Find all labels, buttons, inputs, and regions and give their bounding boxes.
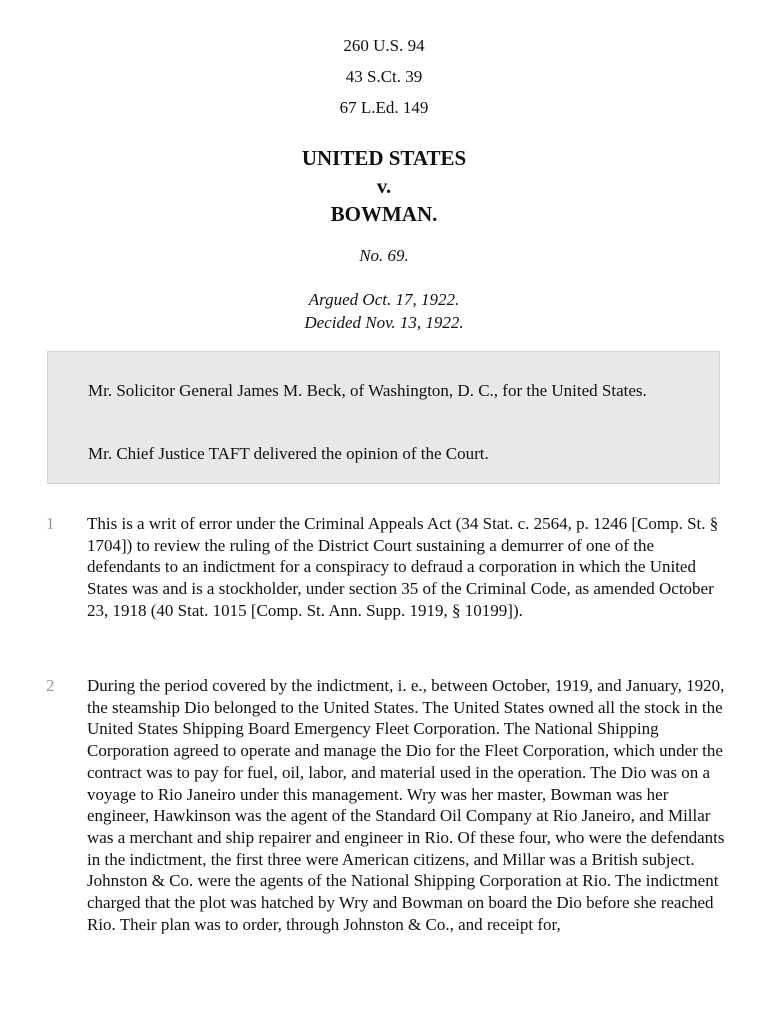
opinion-intro-text: Mr. Chief Justice TAFT delivered the opinion of the Court. xyxy=(88,444,489,463)
paragraph-number: 2 xyxy=(46,676,55,695)
paragraph-text: This is a writ of error under the Criminal Appeals Act (34 Stat. c. 2564, p. 1246 [Comp. St. § 1704]) to review the ruling of the District Court sustaining a demurrer of one of the defendants to an indictment for a conspiracy to defraud a corporation in which the United States was and is a stockholder, under section 35 of the Criminal Code, as amended October 23, 1918 (40 Stat. 1015 [Comp. St. Ann. Supp. 1919, § 10199]). xyxy=(87,514,719,620)
argued-date: Argued Oct. 17, 1922. xyxy=(308,290,460,309)
docket-number: No. 69. xyxy=(359,246,409,265)
citation-lawyers-edition: 67 L.Ed. 149 xyxy=(339,98,429,117)
paragraph-number: 1 xyxy=(46,514,55,533)
syllabus-box xyxy=(47,351,720,484)
citation-us-reports: 260 U.S. 94 xyxy=(343,36,425,55)
citation-supreme-court-reporter: 43 S.Ct. 39 xyxy=(345,67,423,86)
citations xyxy=(0,34,768,127)
case-versus: v. xyxy=(376,174,392,198)
case-plaintiff: UNITED STATES xyxy=(301,146,467,170)
decided-date: Decided Nov. 13, 1922. xyxy=(304,313,464,332)
paragraph-text: During the period covered by the indictment, i. e., between October, 1919, and January, 1920, the steamship Dio belonged to the United States. The United States owned all the stock in the United States Shipping Board Emergency Fleet Corporation. The National Shipping Corporation agreed to operate and manage the Dio for the Fleet Corporation, which under the contract was to pay for fuel, oil, labor, and material used in the operation. The Dio was on a voyage to Rio Janeiro under this management. Wry was her master, Bowman was her engineer, Hawkinson was the agent of the Standard Oil Company at Rio Janeiro, and Millar was a merchant and ship repairer and engineer in Rio. Of these four, who were the defendants in the indictment, the first three were American citizens, and Millar was a British subject. Johnston & Co. were the agents of the National Shipping Corporation at Rio. The indictment charged that the plot was hatched by Wry and Bowman on board the Dio before she reached Rio. Their plan was to order, through Johnston & Co., and receipt for, xyxy=(87,676,725,934)
case-dates xyxy=(0,288,768,334)
case-title xyxy=(0,144,768,228)
case-defendant: BOWMAN. xyxy=(330,202,438,226)
counsel-text: Mr. Solicitor General James M. Beck, of Washington, D. C., for the United States. xyxy=(88,381,647,400)
